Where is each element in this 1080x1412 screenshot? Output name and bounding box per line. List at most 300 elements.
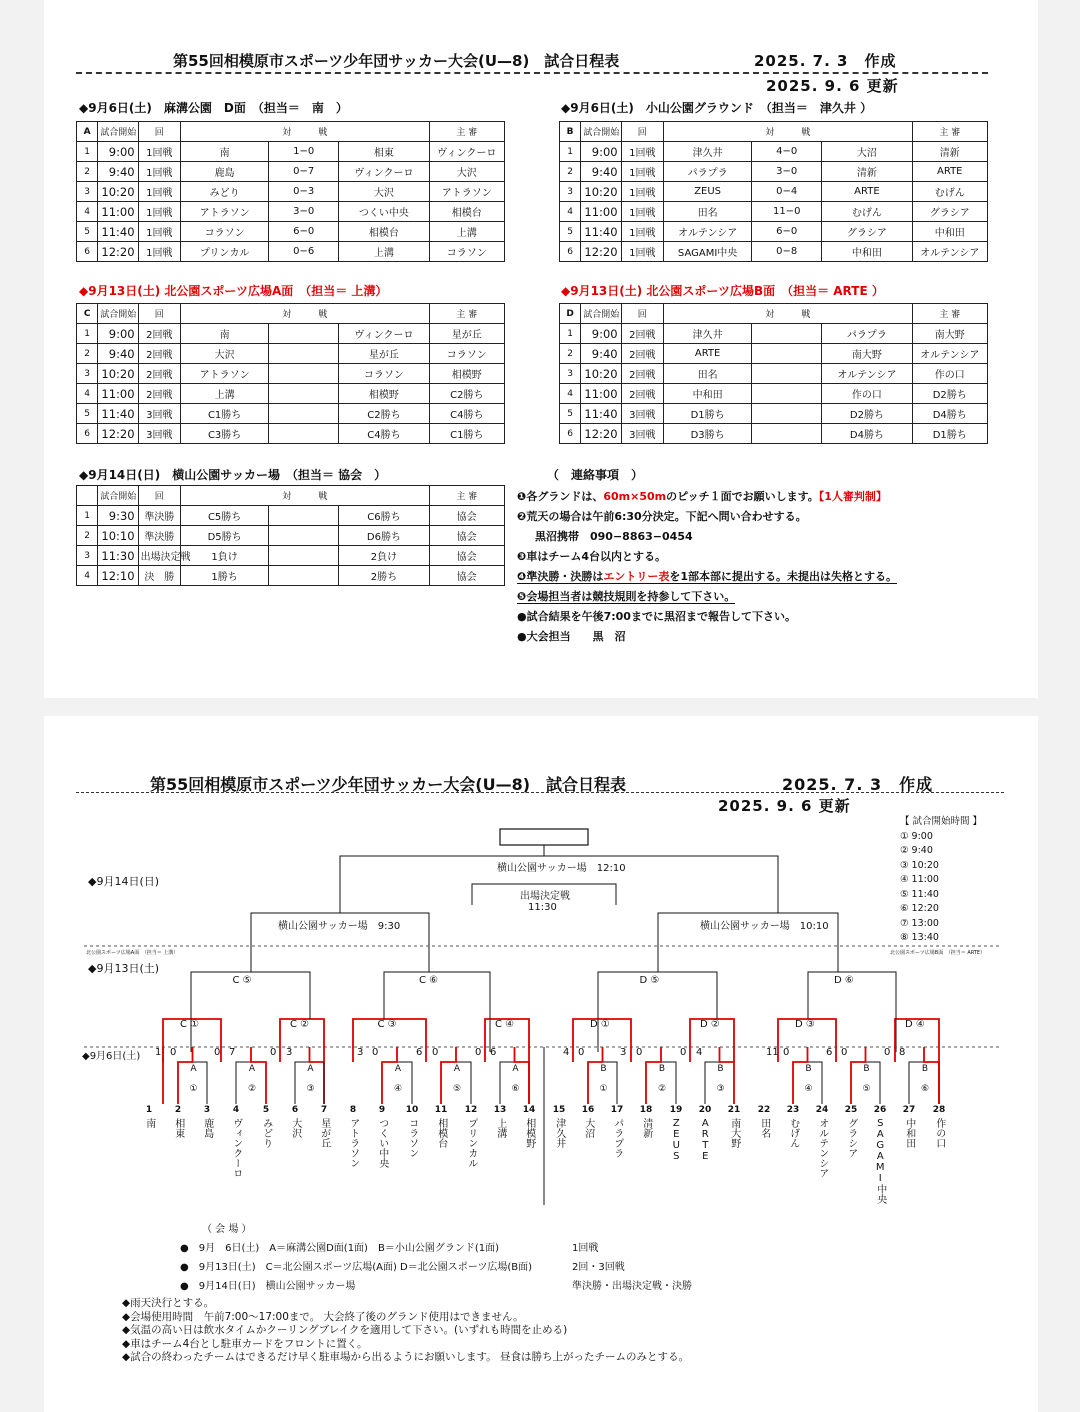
section-c-header: ◆9月13日(土) 北公園スポーツ広場A面 （担当＝ 上溝） bbox=[79, 284, 388, 298]
team-home: D1勝ち bbox=[664, 404, 752, 424]
header-round: 回 bbox=[138, 122, 180, 142]
round: 準決勝 bbox=[138, 526, 180, 546]
referee: コラソン bbox=[429, 344, 504, 364]
team-home: 中和田 bbox=[664, 384, 752, 404]
team-label bbox=[434, 1105, 448, 1151]
team-number: 19 bbox=[669, 1105, 683, 1115]
match-number: 2 bbox=[77, 526, 98, 546]
referee: オルテンシア bbox=[912, 242, 987, 262]
match-number: 1 bbox=[560, 324, 581, 344]
start-time: 10:20 bbox=[581, 364, 621, 384]
team-number: 2 bbox=[174, 1105, 182, 1115]
team-away: D2勝ち bbox=[822, 404, 912, 424]
score: 0−8 bbox=[752, 242, 822, 262]
team-name: ZEUS bbox=[670, 1117, 682, 1162]
header-start: 試合開始 bbox=[98, 486, 138, 506]
round: 3回戦 bbox=[621, 404, 663, 424]
team-name: 上溝 bbox=[494, 1117, 506, 1138]
round1-score: 1 bbox=[155, 1047, 162, 1058]
score: 3−0 bbox=[752, 162, 822, 182]
team-label bbox=[200, 1105, 214, 1141]
round2-match-label: D ④ bbox=[905, 1019, 925, 1030]
team-away: 相模台 bbox=[339, 222, 429, 242]
team-label bbox=[229, 1105, 243, 1181]
team-away: 星が丘 bbox=[339, 344, 429, 364]
match-number: 6 bbox=[77, 424, 98, 444]
round1-match-label: A ① bbox=[188, 1064, 199, 1094]
start-time: 11:30 bbox=[98, 546, 138, 566]
section-letter: A bbox=[77, 122, 98, 142]
footer-notes bbox=[122, 1297, 689, 1365]
round1-score: 0 bbox=[783, 1047, 790, 1058]
team-number: 6 bbox=[291, 1105, 299, 1115]
team-name: むげん bbox=[787, 1117, 799, 1148]
team-number: 15 bbox=[552, 1105, 566, 1115]
venue-line-2: ● 9月13日(土) C＝北公園スポーツ広場(A面) D＝北公園スポーツ広場(B面) 2回・3回戦 bbox=[180, 1262, 625, 1273]
referee: 南大野 bbox=[912, 324, 987, 344]
team-name: 鹿島 bbox=[201, 1117, 213, 1138]
round2-match-label: C ② bbox=[290, 1019, 310, 1030]
team-label bbox=[405, 1105, 419, 1161]
team-name: アトラソン bbox=[347, 1117, 359, 1168]
team-number: 26 bbox=[873, 1105, 887, 1115]
start-time: 11:00 bbox=[98, 202, 138, 222]
header-start: 試合開始 bbox=[98, 304, 138, 324]
team-away: つくい中央 bbox=[339, 202, 429, 222]
header-match: 対 戦 bbox=[181, 486, 430, 506]
start-time: 11:00 bbox=[581, 384, 621, 404]
match-number: 4 bbox=[77, 202, 98, 222]
team-home: オルテンシア bbox=[664, 222, 752, 242]
start-time: 11:40 bbox=[98, 222, 138, 242]
referee: 作の口 bbox=[912, 364, 987, 384]
third-place-label: 出場決定戦 bbox=[520, 891, 570, 902]
team-label bbox=[317, 1105, 331, 1151]
start-times-title: 【 試合開始時間 】 bbox=[900, 816, 983, 827]
note-1: ❶各グランドは、60m×50mのピッチ１面でお願いします。【1人審判制】 bbox=[517, 490, 887, 503]
round: 1回戦 bbox=[138, 142, 180, 162]
score: 0−4 bbox=[752, 182, 822, 202]
team-name: SAGAMI中央 bbox=[874, 1117, 886, 1204]
start-time: 9:00 bbox=[581, 324, 621, 344]
team-label bbox=[757, 1105, 771, 1141]
match-number: 2 bbox=[77, 344, 98, 364]
referee: 大沢 bbox=[429, 162, 504, 182]
venue-info bbox=[180, 1220, 692, 1296]
start-time: 11:40 bbox=[98, 404, 138, 424]
updated-date: 2025. 9. 6 更新 bbox=[766, 77, 899, 95]
team-away: C4勝ち bbox=[339, 424, 429, 444]
note-3: 黒沼携帯 090−8863−0454 bbox=[535, 530, 693, 543]
match-number: 5 bbox=[77, 404, 98, 424]
header-start: 試合開始 bbox=[98, 122, 138, 142]
header-referee: 主 審 bbox=[429, 486, 504, 506]
team-away: 中和田 bbox=[822, 242, 912, 262]
start-time: 10:20 bbox=[98, 364, 138, 384]
round1-score: 6 bbox=[490, 1047, 497, 1058]
match-number: 5 bbox=[77, 222, 98, 242]
team-number: 17 bbox=[610, 1105, 624, 1115]
section-e-header: ◆9月14日(日) 横山公園サッカー場 （担当＝ 協会 ） bbox=[79, 468, 387, 482]
header-start: 試合開始 bbox=[581, 122, 621, 142]
team-label bbox=[346, 1105, 360, 1171]
team-number: 5 bbox=[262, 1105, 270, 1115]
team-name: 清新 bbox=[640, 1117, 652, 1138]
start-time: 9:30 bbox=[98, 506, 138, 526]
team-label bbox=[610, 1105, 624, 1161]
round1-match-label: B ⑤ bbox=[861, 1064, 872, 1094]
header-round: 回 bbox=[138, 486, 180, 506]
team-home: 南 bbox=[181, 142, 269, 162]
start-time: 9:00 bbox=[581, 142, 621, 162]
team-name: つくい中央 bbox=[376, 1117, 388, 1168]
venue-line-3: ● 9月14日(日) 横山公園サッカー場 準決勝・出場決定戦・決勝 bbox=[180, 1281, 692, 1292]
round: 2回戦 bbox=[621, 384, 663, 404]
referee: 清新 bbox=[912, 142, 987, 162]
start-time: 11:40 bbox=[581, 222, 621, 242]
date-label-13: ◆9月13日(土) bbox=[88, 962, 160, 975]
round3-match-label: D ⑥ bbox=[834, 975, 854, 986]
round: 1回戦 bbox=[621, 182, 663, 202]
team-number: 9 bbox=[378, 1105, 386, 1115]
team-label bbox=[288, 1105, 302, 1141]
team-label bbox=[932, 1105, 946, 1151]
note-6: ❺会場担当者は競技規則を持参して下さい。 bbox=[517, 590, 736, 603]
team-number: 24 bbox=[815, 1105, 829, 1115]
referee: D2勝ち bbox=[912, 384, 987, 404]
team-number: 20 bbox=[698, 1105, 712, 1115]
start-time-item: ⑤ 11:40 bbox=[900, 888, 939, 900]
team-home: 上溝 bbox=[181, 384, 269, 404]
round1-match-label: A ⑤ bbox=[452, 1064, 462, 1094]
separator-right-note: 北公園スポーツ広場B面 （担当＝ ARTE） bbox=[890, 950, 986, 956]
team-label bbox=[815, 1105, 829, 1181]
round1-score: 0 bbox=[680, 1047, 687, 1058]
header-match: 対 戦 bbox=[181, 304, 430, 324]
team-home: ARTE bbox=[664, 344, 752, 364]
round: 1回戦 bbox=[138, 162, 180, 182]
footer-line: ◆気温の高い日は飲水タイムかクーリングブレイクを適用して下さい。(いずれも時間を止める) bbox=[122, 1324, 568, 1336]
team-name: 大沢 bbox=[289, 1117, 301, 1138]
round1-match-label: A ③ bbox=[305, 1064, 316, 1094]
start-time: 9:00 bbox=[98, 142, 138, 162]
team-label bbox=[873, 1105, 887, 1207]
team-number: 25 bbox=[844, 1105, 858, 1115]
match-number: 3 bbox=[560, 182, 581, 202]
footer-line: ◆車はチーム4台とし駐車カードをフロントに置く。 bbox=[122, 1337, 368, 1350]
team-home: D3勝ち bbox=[664, 424, 752, 444]
team-number: 23 bbox=[786, 1105, 800, 1115]
team-home: C5勝ち bbox=[181, 506, 269, 526]
team-label bbox=[698, 1105, 712, 1165]
round: 3回戦 bbox=[138, 424, 180, 444]
team-number: 13 bbox=[493, 1105, 507, 1115]
team-home: 1勝ち bbox=[181, 566, 269, 586]
team-home: プリンカル bbox=[181, 242, 269, 262]
referee: 相模野 bbox=[429, 364, 504, 384]
team-number: 21 bbox=[727, 1105, 741, 1115]
team-number: 3 bbox=[203, 1105, 211, 1115]
round: 2回戦 bbox=[138, 324, 180, 344]
start-time-item: ⑥ 12:20 bbox=[900, 903, 939, 914]
created-date: 2025. 7. 3 作成 bbox=[754, 52, 897, 70]
team-name: 相模台 bbox=[435, 1117, 447, 1148]
venue-line-1: ● 9月 6日(土) A＝麻溝公園D面(1面) B＝小山公園グランド(1面) 1回戦 bbox=[180, 1243, 599, 1254]
team-label bbox=[786, 1105, 800, 1151]
start-time-item: ⑦ 13:00 bbox=[900, 917, 939, 929]
note-8: ●大会担当 黒 沼 bbox=[517, 630, 626, 643]
score: 4−0 bbox=[752, 142, 822, 162]
team-away: 大沢 bbox=[339, 182, 429, 202]
team-away: ヴィンクーロ bbox=[339, 324, 429, 344]
start-time: 12:20 bbox=[98, 424, 138, 444]
team-number: 28 bbox=[932, 1105, 946, 1115]
match-number: 5 bbox=[560, 222, 581, 242]
match-number: 3 bbox=[560, 364, 581, 384]
header-round: 回 bbox=[138, 304, 180, 324]
header-referee: 主 審 bbox=[429, 304, 504, 324]
round1-match-label: B ② bbox=[657, 1064, 667, 1094]
round1-score: 8 bbox=[899, 1047, 906, 1058]
round1-match-label: B ③ bbox=[715, 1064, 726, 1094]
round1-score: 3 bbox=[286, 1047, 293, 1058]
team-away: 2負け bbox=[339, 546, 429, 566]
round2-match-label: D ② bbox=[700, 1019, 720, 1030]
team-name: 星が丘 bbox=[318, 1117, 330, 1148]
match-number: 4 bbox=[77, 384, 98, 404]
round1-score: 0 bbox=[636, 1047, 643, 1058]
round1-score: 4 bbox=[696, 1047, 703, 1058]
third-place-time: 11:30 bbox=[528, 902, 557, 913]
team-number: 16 bbox=[581, 1105, 595, 1115]
start-time: 9:40 bbox=[98, 162, 138, 182]
round: 1回戦 bbox=[621, 202, 663, 222]
team-home: C3勝ち bbox=[181, 424, 269, 444]
team-home: D5勝ち bbox=[181, 526, 269, 546]
start-time: 10:10 bbox=[98, 526, 138, 546]
team-label bbox=[902, 1105, 916, 1151]
match-number: 6 bbox=[560, 424, 581, 444]
round1-score: 4 bbox=[563, 1047, 570, 1058]
round1-match-label: A ④ bbox=[393, 1064, 403, 1094]
round: 1回戦 bbox=[621, 162, 663, 182]
team-home: みどり bbox=[181, 182, 269, 202]
match-number: 2 bbox=[560, 162, 581, 182]
score: 6−0 bbox=[752, 222, 822, 242]
referee: 上溝 bbox=[429, 222, 504, 242]
round: 3回戦 bbox=[621, 424, 663, 444]
team-away: ARTE bbox=[822, 182, 912, 202]
note-7: ●試合結果を午後7:00までに黒沼まで報告して下さい。 bbox=[517, 610, 796, 623]
team-number: 7 bbox=[320, 1105, 328, 1115]
score: 1−0 bbox=[269, 142, 339, 162]
start-time: 10:20 bbox=[581, 182, 621, 202]
start-times-list bbox=[900, 830, 982, 946]
round3-match-label: D ⑤ bbox=[639, 975, 660, 986]
score: 0−3 bbox=[269, 182, 339, 202]
referee: オルテンシア bbox=[912, 344, 987, 364]
round1-score: 7 bbox=[229, 1047, 236, 1058]
team-home: 大沢 bbox=[181, 344, 269, 364]
venue-title: （ 会 場 ） bbox=[202, 1224, 252, 1235]
team-name: 作の口 bbox=[933, 1117, 945, 1148]
team-number: 1 bbox=[145, 1105, 153, 1115]
round2-match-label: C ③ bbox=[377, 1019, 397, 1030]
team-home: コラソン bbox=[181, 222, 269, 242]
header-round: 回 bbox=[621, 122, 663, 142]
team-away: 2勝ち bbox=[339, 566, 429, 586]
team-label bbox=[171, 1105, 185, 1141]
team-home: 鹿島 bbox=[181, 162, 269, 182]
team-name: パラプラ bbox=[611, 1117, 623, 1158]
champion-box bbox=[500, 829, 588, 845]
round1-match-label: A ② bbox=[247, 1064, 257, 1094]
team-away: C2勝ち bbox=[339, 404, 429, 424]
start-time-item: ④ 11:00 bbox=[900, 874, 939, 885]
team-number: 18 bbox=[639, 1105, 653, 1115]
round: 2回戦 bbox=[621, 324, 663, 344]
referee: C1勝ち bbox=[429, 424, 504, 444]
team-name: オルテンシア bbox=[816, 1117, 828, 1178]
round3-match-label: C ⑥ bbox=[419, 975, 439, 986]
match-number: 6 bbox=[77, 242, 98, 262]
team-away: オルテンシア bbox=[822, 364, 912, 384]
team-away: 相模野 bbox=[339, 384, 429, 404]
match-number: 2 bbox=[77, 162, 98, 182]
team-home: アトラソン bbox=[181, 364, 269, 384]
team-number: 10 bbox=[405, 1105, 419, 1115]
note-4: ❸車はチーム4台以内とする。 bbox=[517, 550, 666, 563]
match-number: 1 bbox=[77, 142, 98, 162]
team-home: 田名 bbox=[664, 364, 752, 384]
round: 2回戦 bbox=[138, 344, 180, 364]
team-home: C1勝ち bbox=[181, 404, 269, 424]
header-start: 試合開始 bbox=[581, 304, 621, 324]
bracket-page-title: 第55回相模原市スポーツ少年団サッカー大会(U—8) 試合日程表 bbox=[150, 775, 627, 794]
team-name: プリンカル bbox=[465, 1117, 477, 1168]
score: 0−7 bbox=[269, 162, 339, 182]
team-name: グラシア bbox=[845, 1117, 857, 1158]
date-label-6: ◆9月6日(土) bbox=[82, 1051, 141, 1062]
match-number: 2 bbox=[560, 344, 581, 364]
team-name: ヴィンクーロ bbox=[230, 1117, 242, 1178]
start-time: 11:40 bbox=[581, 404, 621, 424]
round: 1回戦 bbox=[621, 242, 663, 262]
section-b-header: ◆9月6日(土) 小山公園グラウンド （担当＝ 津久井 ） bbox=[561, 101, 873, 115]
referee: 協会 bbox=[429, 566, 504, 586]
section-a-header: ◆9月6日(土) 麻溝公園 D面 （担当＝ 南 ） bbox=[79, 101, 348, 115]
round1-score: 0 bbox=[170, 1047, 177, 1058]
round: 3回戦 bbox=[138, 404, 180, 424]
referee: グラシア bbox=[912, 202, 987, 222]
note-2: ❷荒天の場合は午前6:30分決定。下記へ問い合わせする。 bbox=[517, 510, 807, 523]
notes-heading: （ 連絡事項 ） bbox=[547, 468, 644, 482]
start-time: 12:20 bbox=[98, 242, 138, 262]
round1-score: 0 bbox=[214, 1047, 221, 1058]
team-name: ARTE bbox=[699, 1117, 711, 1162]
bracket-updated-date: 2025. 9. 6 更新 bbox=[718, 797, 851, 815]
start-time-item: ③ 10:20 bbox=[900, 859, 939, 871]
bracket-created-date: 2025. 7. 3 作成 bbox=[782, 775, 934, 794]
match-number: 4 bbox=[77, 566, 98, 586]
team-name: 津久井 bbox=[553, 1117, 565, 1148]
team-number: 12 bbox=[464, 1105, 478, 1115]
team-label bbox=[464, 1105, 478, 1171]
start-times-legend bbox=[900, 815, 982, 946]
team-label bbox=[259, 1105, 273, 1151]
team-label bbox=[142, 1105, 156, 1131]
round: 2回戦 bbox=[138, 364, 180, 384]
round: 1回戦 bbox=[621, 222, 663, 242]
header-match: 対 戦 bbox=[664, 122, 913, 142]
start-time: 12:20 bbox=[581, 424, 621, 444]
referee: 協会 bbox=[429, 506, 504, 526]
team-number: 4 bbox=[232, 1105, 240, 1115]
team-home: 津久井 bbox=[664, 324, 752, 344]
round: 1回戦 bbox=[138, 222, 180, 242]
team-number: 8 bbox=[349, 1105, 357, 1115]
round3-match-label: C ⑤ bbox=[232, 975, 252, 986]
team-away: 南大野 bbox=[822, 344, 912, 364]
header-match: 対 戦 bbox=[664, 304, 913, 324]
bracket-lines bbox=[163, 972, 939, 1104]
team-label bbox=[581, 1105, 595, 1141]
team-name: 大沼 bbox=[582, 1117, 594, 1138]
referee: C4勝ち bbox=[429, 404, 504, 424]
match-number: 4 bbox=[560, 202, 581, 222]
referee: C2勝ち bbox=[429, 384, 504, 404]
team-label bbox=[844, 1105, 858, 1161]
team-name: 南大野 bbox=[728, 1117, 740, 1148]
footer-line: ◆会場使用時間 午前7:00〜17:00まで。 大会終了後のグランド使用はできません。 bbox=[122, 1310, 524, 1323]
team-name: 相東 bbox=[172, 1117, 184, 1138]
team-name: 中和田 bbox=[903, 1117, 915, 1148]
header-match: 対 戦 bbox=[181, 122, 430, 142]
round1-match-label: B ④ bbox=[803, 1064, 814, 1094]
team-away: ヴィンクーロ bbox=[339, 162, 429, 182]
team-home: アトラソン bbox=[181, 202, 269, 222]
round: 1回戦 bbox=[621, 142, 663, 162]
header-round: 回 bbox=[621, 304, 663, 324]
date-label-14: ◆9月14日(日) bbox=[88, 875, 160, 888]
team-away: グラシア bbox=[822, 222, 912, 242]
referee: 協会 bbox=[429, 526, 504, 546]
round: 1回戦 bbox=[138, 202, 180, 222]
team-away: 相東 bbox=[339, 142, 429, 162]
match-number: 3 bbox=[77, 364, 98, 384]
referee: むげん bbox=[912, 182, 987, 202]
team-home: SAGAMI中央 bbox=[664, 242, 752, 262]
round: 1回戦 bbox=[138, 182, 180, 202]
team-home: 南 bbox=[181, 324, 269, 344]
referee: D4勝ち bbox=[912, 404, 987, 424]
round: 2回戦 bbox=[138, 384, 180, 404]
footer-line: ◆試合の終わったチームはできるだけ早く駐車場から出るようにお願いします。 昼食は勝ち上がったチームのみとする。 bbox=[122, 1351, 689, 1363]
team-home: パラプラ bbox=[664, 162, 752, 182]
referee: 星が丘 bbox=[429, 324, 504, 344]
team-name: 相模野 bbox=[523, 1117, 535, 1148]
team-home: ZEUS bbox=[664, 182, 752, 202]
separator-left-note: 北公園スポーツ広場A面 （担当＝ 上溝） bbox=[86, 950, 179, 956]
match-number: 3 bbox=[77, 182, 98, 202]
round1-score: 0 bbox=[578, 1047, 585, 1058]
match-number: 1 bbox=[77, 506, 98, 526]
referee: 中和田 bbox=[912, 222, 987, 242]
start-time: 11:00 bbox=[98, 384, 138, 404]
team-name: 南 bbox=[143, 1117, 155, 1128]
section-letter: D bbox=[560, 304, 581, 324]
section-letter: C bbox=[77, 304, 98, 324]
